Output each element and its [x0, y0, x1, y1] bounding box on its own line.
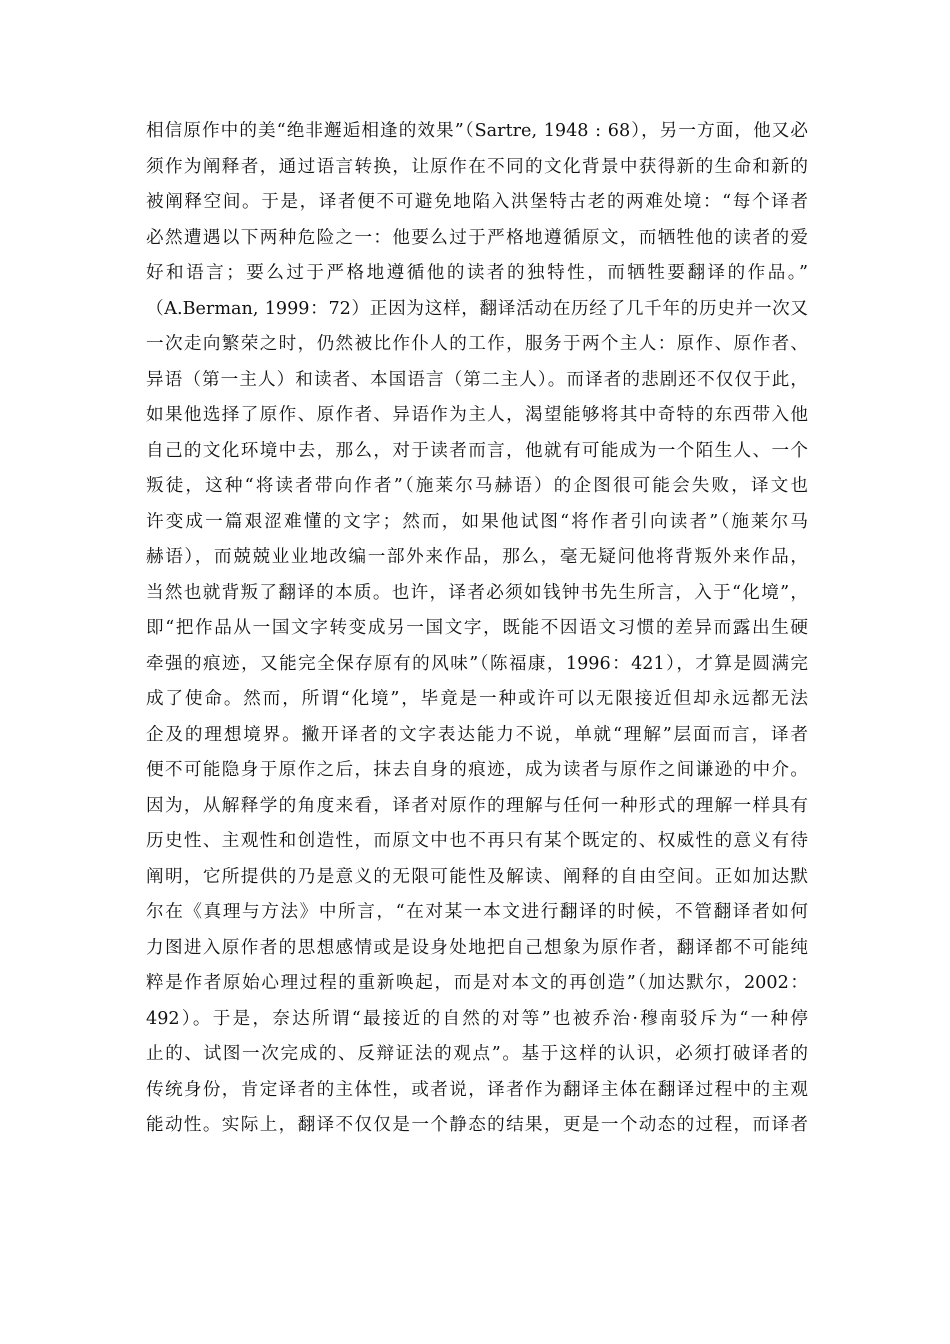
- text-line: 因为，从解释学的角度来看，译者对原作的理解与任何一种形式的理解一样具有: [146, 795, 808, 816]
- text-line: 便不可能隐身于原作之后，抹去自身的痕迹，成为读者与原作之间谦逊的中介。: [146, 760, 808, 780]
- text-line: 力图进入原作者的思想感情或是设身处地把自己想象为原作者，翻译都不可能纯: [146, 937, 808, 958]
- text-line: 一次走向繁荣之时，仍然被比作仆人的工作，服务于两个主人：原作、原作者、: [146, 334, 808, 354]
- text-line: 许变成一篇艰涩难懂的文字；然而，如果他试图“将作者引向读者”（施莱尔马: [146, 511, 808, 532]
- text-line: 必然遭遇以下两种危险之一：他要么过于严格地遵循原文，而牺牲他的读者的爱: [146, 227, 808, 248]
- text-line: 当然也就背叛了翻译的本质。也许，译者必须如钱钟书先生所言，入于“化境”，: [146, 582, 808, 603]
- text-line: 传统身份，肯定译者的主体性，或者说，译者作为翻译主体在翻译过程中的主观: [146, 1079, 808, 1100]
- text-line: 好和语言；要么过于严格地遵循他的读者的独特性，而牺牲要翻译的作品。”: [146, 263, 808, 283]
- text-line: 阐明，它所提供的乃是意义的无限可能性及解读、阐释的自由空间。正如加达默: [146, 866, 808, 887]
- body-paragraph: [146, 114, 808, 1144]
- text-line: 相信原作中的美“绝非邂逅相逢的效果”（Sartre, 1948 : 68），另一方面，他又必: [146, 121, 808, 141]
- text-line: 自己的文化环境中去，那么，对于读者而言，他就有可能成为一个陌生人、一个: [146, 440, 808, 461]
- text-line: 牵强的痕迹，又能完全保存原有的风味”（陈福康，1996：421），才算是圆满完: [146, 653, 808, 674]
- text-line: 能动性。实际上，翻译不仅仅是一个静态的结果，更是一个动态的过程，而译者: [146, 1115, 808, 1135]
- text-line: 异语（第一主人）和读者、本国语言（第二主人）。而译者的悲剧还不仅仅于此，: [146, 369, 808, 390]
- text-line: 止的、试图一次完成的、反辩证法的观点”。基于这样的认识，必须打破译者的: [146, 1044, 808, 1064]
- text-line: 被阐释空间。于是，译者便不可避免地陷入洪堡特古老的两难处境：“每个译者: [146, 192, 808, 212]
- text-line: 叛徒，这种“将读者带向作者”（施莱尔马赫语）的企图很可能会失败，译文也: [146, 476, 808, 496]
- text-line: 赫语），而兢兢业业地改编一部外来作品，那么，毫无疑问他将背叛外来作品，: [146, 547, 808, 567]
- text-line: 企及的理想境界。撇开译者的文字表达能力不说，单就“理解”层面而言，译者: [146, 724, 808, 745]
- text-line: 粹是作者原始心理过程的重新唤起，而是对本文的再创造”（加达默尔，2002：: [146, 973, 808, 993]
- text-line: 须作为阐释者，通过语言转换，让原作在不同的文化背景中获得新的生命和新的: [146, 156, 808, 177]
- text-line: （A.Berman, 1999：72）正因为这样，翻译活动在历经了几千年的历史并一次又: [146, 298, 808, 319]
- text-line: 即“把作品从一国文字转变成另一国文字，既能不因语文习惯的差异而露出生硬: [146, 618, 808, 638]
- text-line: 如果他选择了原作、原作者、异语作为主人，渴望能够将其中奇特的东西带入他: [146, 405, 808, 425]
- text-line: 尔在《真理与方法》中所言，“在对某一本文进行翻译的时候，不管翻译者如何: [146, 902, 808, 922]
- text-line: 492）。于是，奈达所谓“最接近的自然的对等”也被乔治·穆南驳斥为“一种停: [146, 1008, 808, 1029]
- text-line: 成了使命。然而，所谓“化境”，毕竟是一种或许可以无限接近但却永远都无法: [146, 689, 808, 709]
- text-line: 历史性、主观性和创造性，而原文中也不再只有某个既定的、权威性的意义有待: [146, 831, 808, 851]
